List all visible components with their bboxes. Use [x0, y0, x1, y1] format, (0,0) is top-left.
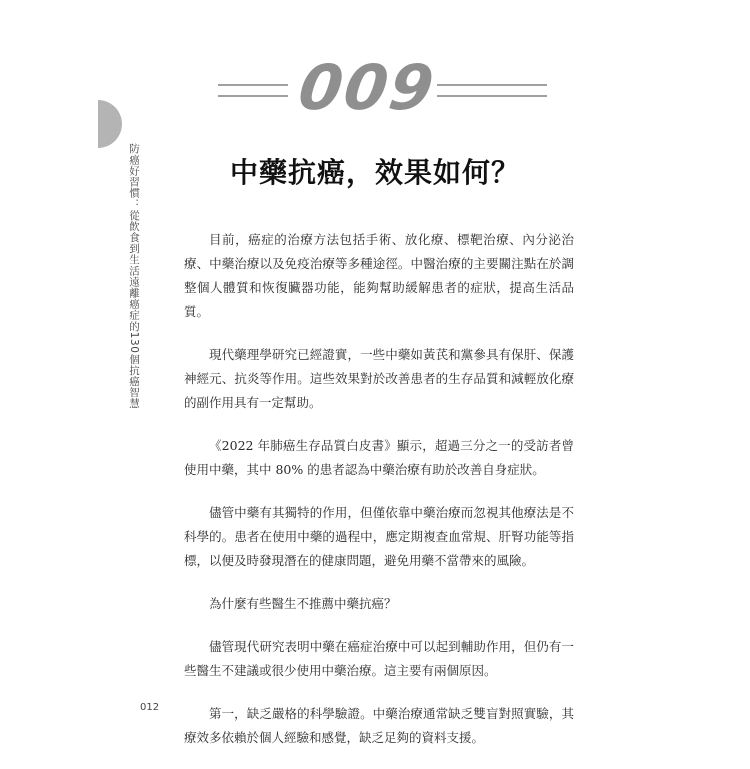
header-rule-right	[437, 84, 547, 97]
paragraph: 《2022 年肺癌生存品質白皮書》顯示，超過三分之一的受訪者曾使用中藥，其中 80% 的患者認為中藥治療有助於改善自身症狀。	[184, 438, 574, 477]
chapter-title: 中藥抗癌，效果如何？	[229, 156, 520, 189]
header-rule-left	[218, 84, 288, 97]
section-question: 為什麼有些醫生不推薦中藥抗癌？	[209, 596, 397, 611]
paragraph: 目前，癌症的治療方法包括手術、放化療、標靶治療、內分泌治療、中藥治療以及免疫治療等多種途徑。中醫治療的主要關注點在於調整個人體質和恢復臟器功能，能夠幫助緩解患者的症狀，提高生活品質。	[184, 232, 574, 319]
paragraph: 儘管中藥有其獨特的作用，但僅依靠中藥治療而忽視其他療法是不科學的。患者在使用中藥的過程中，應定期複查血常規、肝腎功能等指標，以便及時發現潛在的健康問題，避免用藥不當帶來的風險。	[184, 505, 574, 568]
paragraph: 現代藥理學研究已經證實，一些中藥如黃芪和黨參具有保肝、保護神經元、抗炎等作用。這些效果對於改善患者的生存品質和減輕放化療的副作用具有一定幫助。	[184, 347, 574, 410]
chapter-number: 009	[294, 51, 440, 124]
paragraph: 第一，缺乏嚴格的科學驗證。中藥治療通常缺乏雙盲對照實驗，其療效多依賴於個人經驗和感覺，缺乏足夠的資料支援。	[184, 706, 574, 745]
body-text	[184, 228, 574, 769]
running-title: 防癌好習慣：從飲食到生活遠離癌症的130個抗癌智慧	[128, 143, 140, 410]
paragraph: 儘管現代研究表明中藥在癌症治療中可以起到輔助作用，但仍有一些醫生不建議或很少使用中藥治療。這主要有兩個原因。	[184, 639, 574, 678]
page-number: 012	[140, 702, 160, 713]
